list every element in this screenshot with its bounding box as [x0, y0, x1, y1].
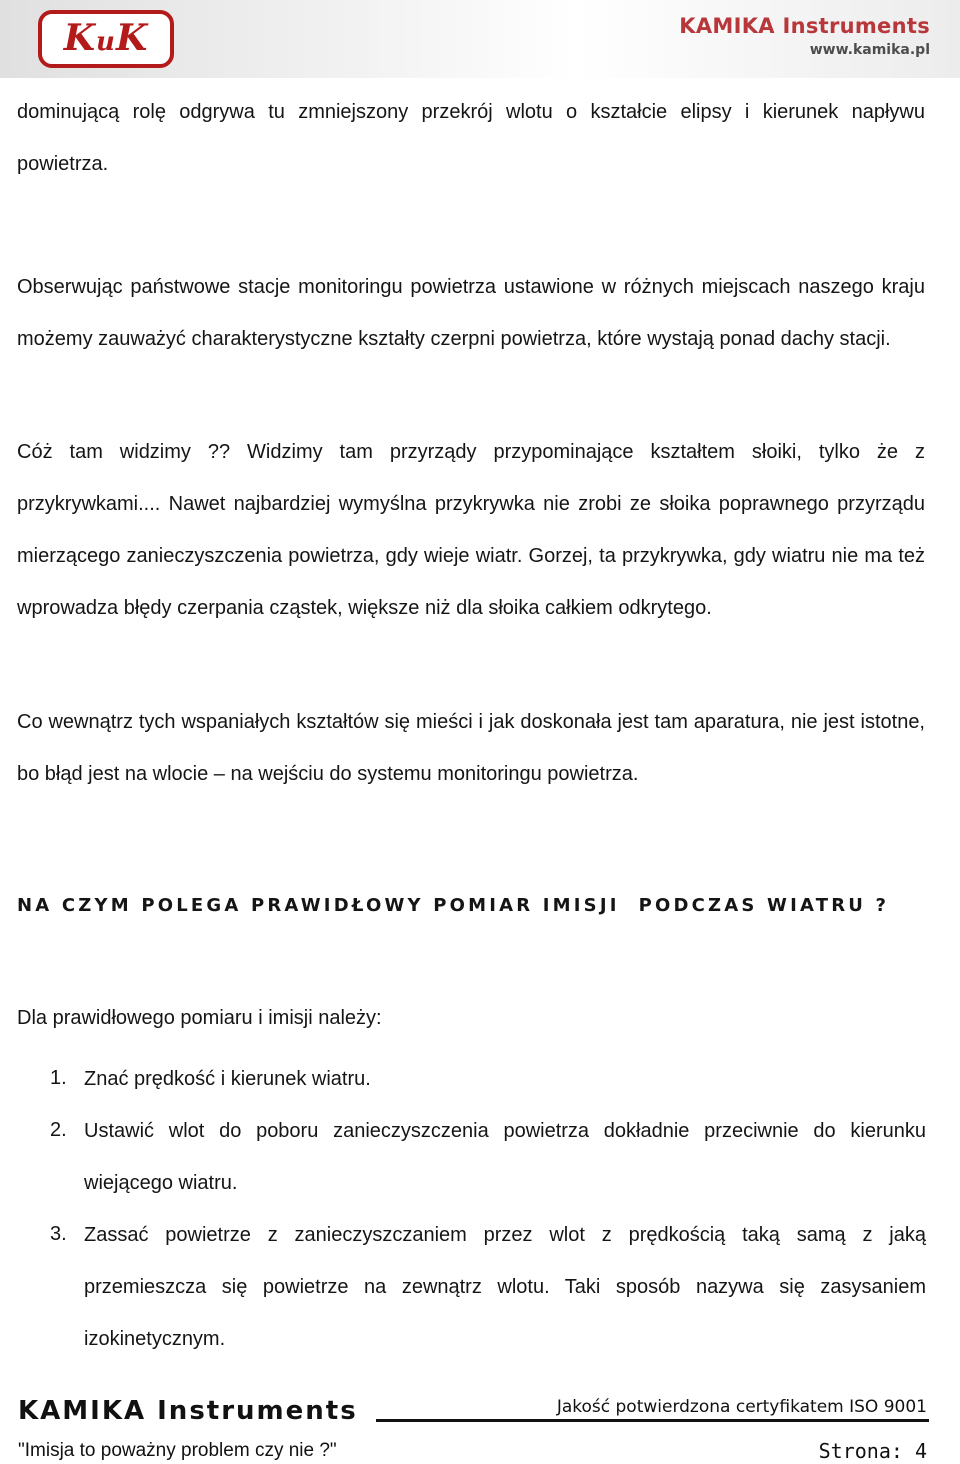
header-brand-url: www.kamika.pl: [809, 42, 930, 58]
list-intro: Dla prawidłowego pomiaru i imisji należy:: [17, 1007, 382, 1029]
list-item-2: Ustawić wlot do poboru zanieczyszczenia powietrza dokładnie przeciwnie do kierunku wiejącego wiatru.: [84, 1120, 926, 1194]
paragraph-1: dominującą rolę odgrywa tu zmniejszony przekrój wlotu o kształcie elipsy i kierunek napływu powietrza.: [17, 101, 925, 175]
list-item-1: Znać prędkość i kierunek wiatru.: [84, 1068, 371, 1090]
footer-document-title: "Imisja to poważny problem czy nie ?": [18, 1440, 337, 1461]
footer-brand: KAMIKA Instruments: [18, 1396, 358, 1426]
header-brand-name: KAMIKA Instruments: [679, 14, 930, 38]
paragraph-3: Cóż tam widzimy ?? Widzimy tam przyrządy przypominające kształtem słoiki, tylko że z przykrywkami.... Nawet najbardziej wymyślna przykrywka nie zrobi ze słoika poprawnego przyrządu mierzącego zanieczyszczenia powietrza, gdy wieje wiatr. Gorzej, ta przykrywka, gdy wiatru nie ma też wprowadza błędy czerpania cząstek, większe niż dla słoika całkiem odkrytego.: [17, 441, 925, 619]
list-item-3: Zassać powietrze z zanieczyszczaniem przez wlot z prędkością taką samą z jaką przemieszcza się powietrze na zewnątrz wlotu. Taki sposób nazywa się zasysaniem izokinetycznym.: [84, 1224, 926, 1350]
list-number-2: 2.: [50, 1119, 67, 1141]
footer-divider: [376, 1419, 929, 1422]
paragraph-4: Co wewnątrz tych wspaniałych kształtów się mieści i jak doskonała jest tam aparatura, nie jest istotne, bo błąd jest na wlocie – na wejściu do systemu monitoringu powietrza.: [17, 711, 925, 785]
list-number-1: 1.: [50, 1067, 67, 1089]
footer-page-number: Strona: 4: [818, 1439, 927, 1463]
section-heading: NA CZYM POLEGA PRAWIDŁOWY POMIAR IMISJI PODCZAS WIATRU ?: [17, 895, 890, 916]
list-number-3: 3.: [50, 1223, 67, 1245]
page-header: [0, 0, 960, 78]
kuk-logo: [38, 10, 174, 68]
paragraph-2: Obserwując państwowe stacje monitoringu powietrza ustawione w różnych miejscach naszego kraju możemy zauważyć charakterystyczne kształty czerpni powietrza, które wystają ponad dachy stacji.: [17, 276, 925, 350]
logo-lettering: KuK: [63, 17, 149, 59]
footer-certificate: Jakość potwierdzona certyfikatem ISO 9001: [556, 1397, 927, 1417]
